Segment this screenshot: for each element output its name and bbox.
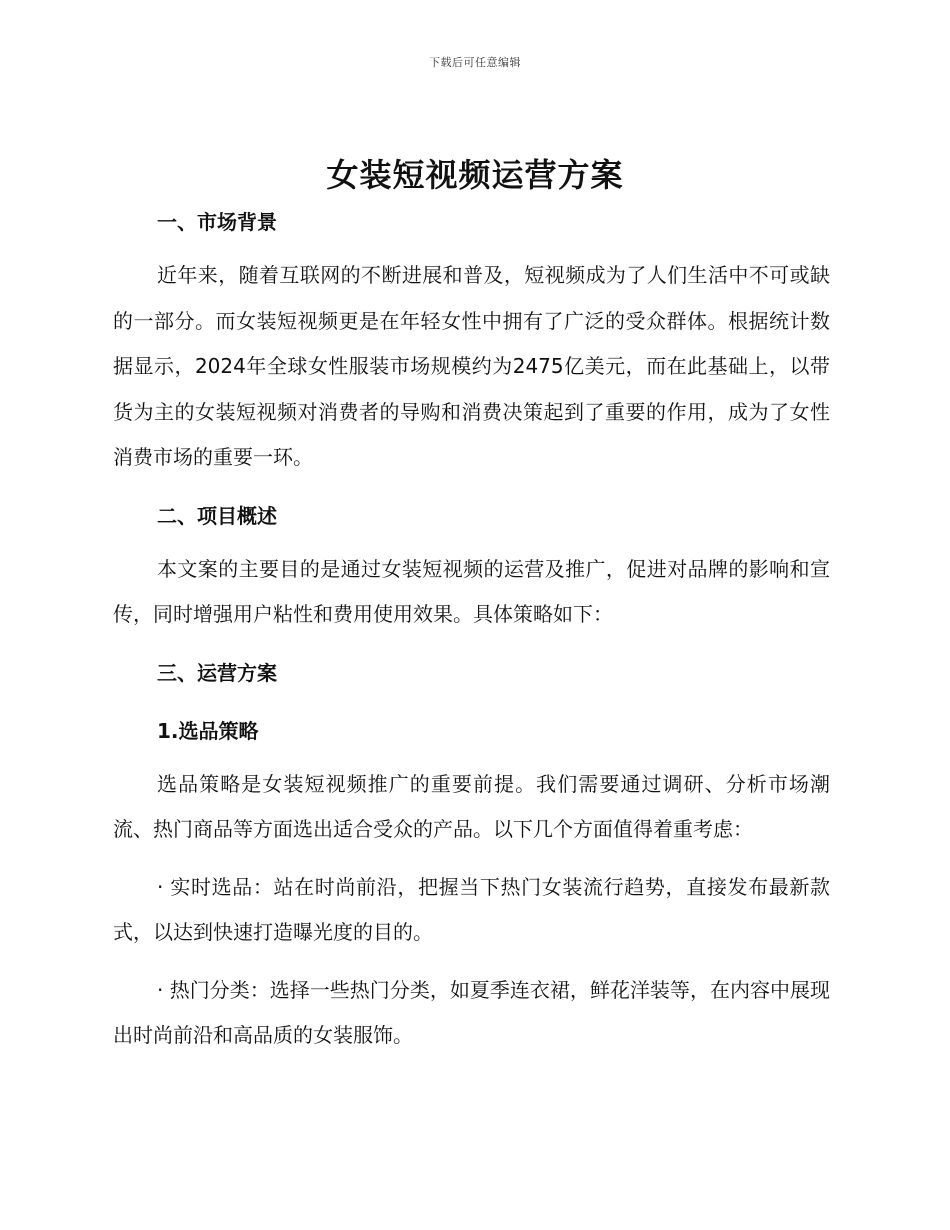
section-heading-operations: 三、运营方案	[157, 660, 277, 685]
paragraph-overview: 本文案的主要目的是通过女装短视频的运营及推广，促进对品牌的影响和宣传，同时增强用户粘性和费用使用效果。具体策略如下：	[113, 556, 830, 626]
header-note: 下载后可任意编辑	[429, 56, 521, 69]
section-heading-market: 一、市场背景	[157, 210, 277, 234]
document-title: 女装短视频运营方案	[326, 156, 624, 194]
document-body	[113, 205, 830, 1059]
bullet-hot-category: · 热门分类：选择一些热门分类，如夏季连衣裙，鲜花洋装等，在内容中展现出时尚前沿和高品质的女装服饰。	[113, 977, 830, 1047]
paragraph-selection: 选品策略是女装短视频推广的重要前提。我们需要通过调研、分析市场潮流、热门商品等方面选出适合受众的产品。以下几个方面值得着重考虑：	[113, 771, 830, 841]
paragraph-market: 近年来，随着互联网的不断进展和普及，短视频成为了人们生活中不可或缺的一部分。而女装短视频更是在年轻女性中拥有了广泛的受众群体。根据统计数据显示，2024年全球女性服装市场规模约为2475亿美元，而在此基础上，以带货为主的女装短视频对消费者的导购和消费决策起到了重要的作用，成为了女性消费市场的重要一环。	[113, 263, 830, 469]
subheading-selection-strategy: 1.选品策略	[157, 718, 259, 743]
bullet-realtime-selection: · 实时选品：站在时尚前沿，把握当下热门女装流行趋势，直接发布最新款式，以达到快速打造曝光度的目的。	[113, 874, 830, 944]
section-heading-overview: 二、项目概述	[157, 503, 277, 528]
